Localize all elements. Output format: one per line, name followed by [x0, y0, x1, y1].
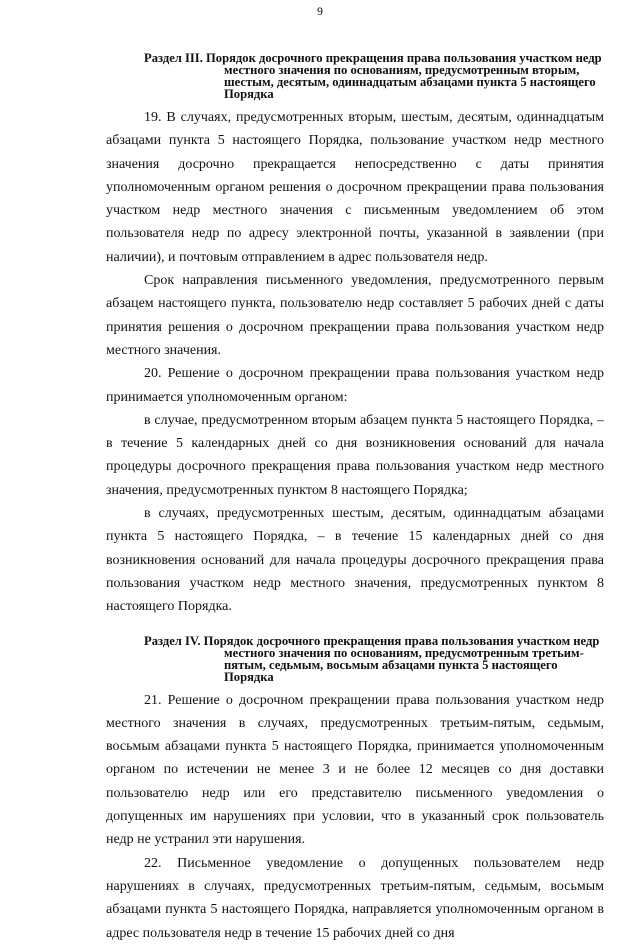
section-4-heading: Раздел IV. Порядок досрочного прекращения права пользования участком недр местного значения по основаниям, предусмотренным третьим-пятым, седьмым, восьмым абзацами пункта 5 настоящего Порядка: [144, 633, 600, 684]
paragraph-19: 19. В случаях, предусмотренных вторым, шестым, десятым, одиннадцатым абзацами пункта 5 настоящего Порядка, пользование участком недр местного значения досрочно прекращается непосредственно с даты принятия уполномоченным органом решения о досрочном прекращении права пользования участком недр местного значения с письменным уведомлением об этом пользователя недр по адресу электронной почты, указанной в заявлении (при наличии), и почтовым отправлением в адрес пользователя недр.: [106, 110, 604, 265]
paragraph-20-case-2: в случаях, предусмотренных шестым, десятым, одиннадцатым абзацами пункта 5 настоящего Порядка, – в течение 15 календарных дней со дня возникновения оснований для начала процедуры досрочного прекращения права пользования участком недр местного значения, предусмотренных пунктом 8 настоящего Порядка.: [106, 506, 604, 615]
paragraph-20: 20. Решение о досрочном прекращении права пользования участком недр принимается уполномоченным органом:: [106, 366, 604, 405]
paragraph-19-notice-term: Срок направления письменного уведомления, предусмотренного первым абзацем настоящего пункта, пользователю недр составляет 5 рабочих дней с даты принятия решения о досрочном прекращении права пользования участком недр местного значения.: [106, 273, 604, 358]
paragraph-20-case-1: в случае, предусмотренном вторым абзацем пункта 5 настоящего Порядка, – в течение 5 календарных дней со дня возникновения оснований для начала процедуры досрочного прекращения права пользования участком недр местного значения, предусмотренных пунктом 8 настоящего Порядка;: [106, 412, 604, 498]
paragraph-21: 21. Решение о досрочном прекращении права пользования участком недр местного значения в случаях, предусмотренных третьим-пятым, седьмым, восьмым абзацами пункта 5 настоящего Порядка, принимается уполномоченным органом по истечении не менее 3 и не более 12 месяцев со дня доставки пользователю недр или его представителю письменного уведомления о допущенных им нарушениях при условии, что в указанный срок пользователь недр не устранил эти нарушения.: [106, 692, 604, 848]
page-number: 9: [317, 4, 323, 18]
page-content: [106, 0, 604, 945]
section-4: [106, 635, 604, 945]
section-3: [106, 52, 604, 619]
section-3-heading: Раздел III. Порядок досрочного прекращения права пользования участком недр местного значения по основаниям, предусмотренным вторым, шестым, десятым, одиннадцатым абзацами пункта 5 настоящего Порядка: [144, 51, 602, 101]
paragraph-22: 22. Письменное уведомление о допущенных пользователем недр нарушениях в случаях, предусмотренных третьим-пятым, седьмым, восьмым абзацами пункта 5 настоящего Порядка, направляется уполномоченным органом в адрес пользователя недр в течение 15 рабочих дней со дня: [106, 855, 604, 941]
